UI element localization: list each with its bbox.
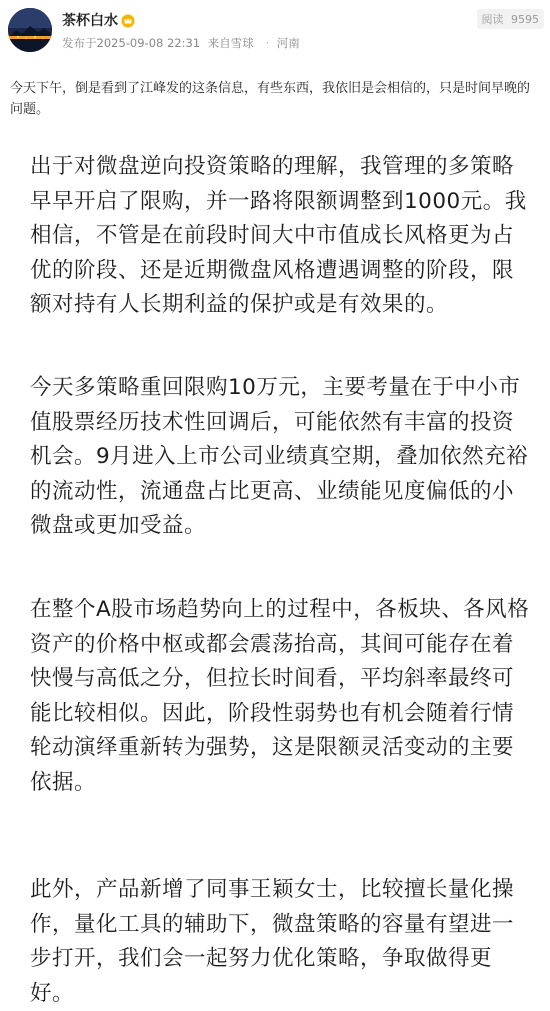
views-count: 9595: [511, 13, 539, 26]
image-paragraph: 今天多策略重回限购10万元，主要考量在于中小市值股票经历技术性回调后，可能依然有丰富的投资机会。9月进入上市公司业绩真空期，叠加依然充裕的流动性，流通盘占比更高、业绩能见度偏低的小微盘或更加受益。: [30, 375, 529, 538]
meta-separator: ·: [265, 36, 270, 50]
post-meta: [62, 35, 304, 51]
post-source: 来自雪球: [207, 36, 254, 50]
post-image[interactable]: [0, 128, 550, 1011]
image-paragraph: 出于对微盘逆向投资策略的理解，我管理的多策略早早开启了限购，并一路将限额调整到1000元。我相信，不管是在前段时间大中市值成长风格更为占优的阶段、还是近期微盘风格遭遇调整的阶段，限额对持有人长期利益的保护或是有效果的。: [30, 154, 527, 317]
post-time: 发布于2025-09-08 22:31: [62, 36, 201, 50]
post-header: [0, 0, 550, 64]
avatar[interactable]: [8, 8, 52, 52]
views-label: 阅读: [481, 13, 504, 26]
crown-badge-icon: [121, 13, 135, 27]
author-name[interactable]: 茶杯白水: [62, 13, 118, 29]
views-count-badge: [477, 9, 545, 29]
author-line: [62, 10, 135, 30]
post-location: 河南: [276, 36, 300, 50]
post-intro-text: 今天下午，倒是看到了江峰发的这条信息，有些东西，我依旧是会相信的，只是时间早晚的问题。: [10, 81, 531, 117]
image-paragraph: 此外，产品新增了同事王颖女士，比较擅长量化操作，量化工具的辅助下，微盘策略的容量有望进一步打开，我们会一起努力优化策略，争取做得更好。: [30, 877, 515, 1006]
image-paragraph: 在整个A股市场趋势向上的过程中，各板块、各风格资产的价格中枢或都会震荡抬高，其间可能存在着快慢与高低之分，但拉长时间看，平均斜率最终可能比较相似。因此，阶段性弱势也有机会随着行情轮动演绎重新转为强势，这是限额灵活变动的主要依据。: [30, 597, 530, 795]
